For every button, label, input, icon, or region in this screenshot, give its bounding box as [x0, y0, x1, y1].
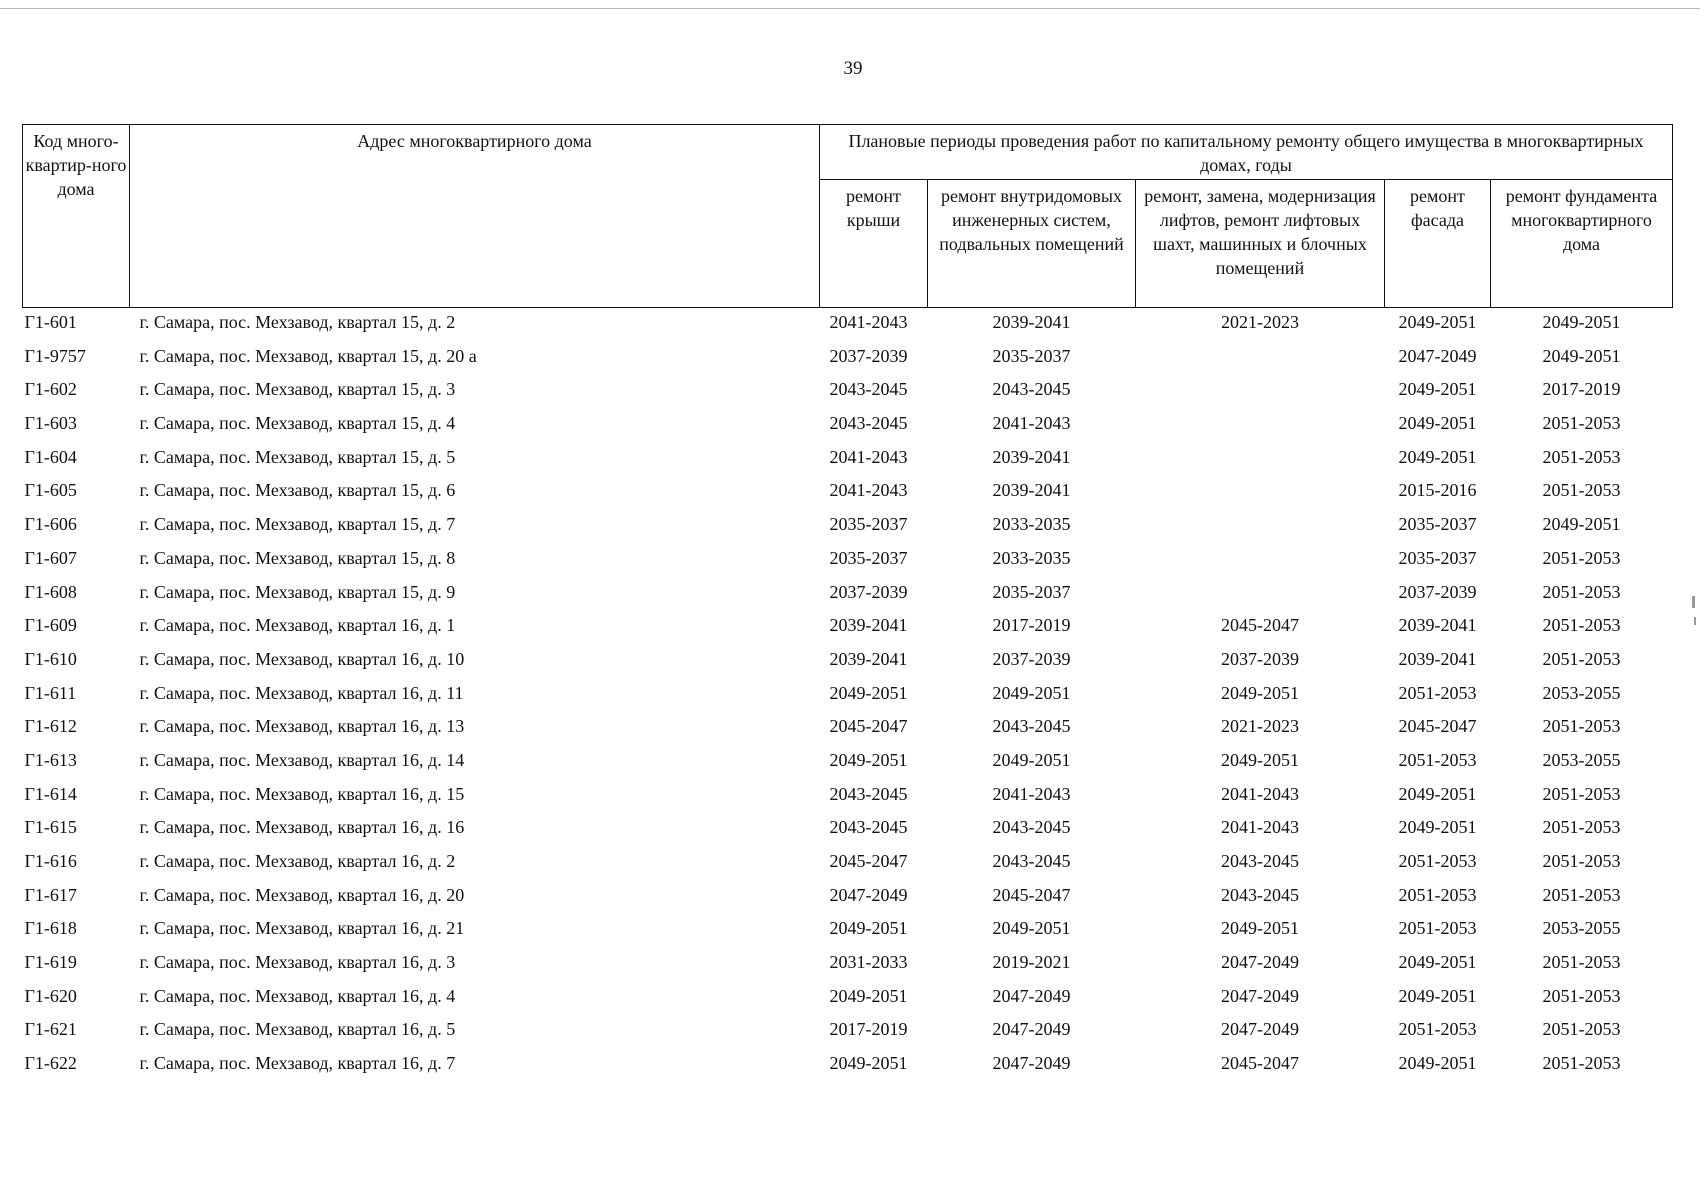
cell-engineering: 2039-2041 — [992, 446, 1071, 467]
table-row — [23, 683, 1673, 717]
table-row — [23, 548, 1673, 582]
table-row — [23, 413, 1673, 447]
cell-foundation: 2051-2053 — [1542, 1019, 1621, 1040]
cell-elevators — [1136, 548, 1385, 582]
cell-facade: 2049-2051 — [1398, 952, 1477, 973]
cell-address: г. Самара, пос. Мехзавод, квартал 16, д. 3 — [139, 952, 456, 973]
scan-artifact — [1694, 617, 1696, 625]
table-header — [23, 125, 1673, 308]
cell-code: Г1-611 — [24, 682, 77, 703]
cell-address: г. Самара, пос. Мехзавод, квартал 16, д. 20 — [139, 884, 465, 905]
cell-code: Г1-620 — [24, 985, 77, 1006]
cell-foundation: 2049-2051 — [1542, 514, 1621, 535]
table-row — [23, 918, 1673, 952]
cell-code: Г1-613 — [24, 749, 77, 770]
table-row — [23, 1053, 1673, 1087]
cell-roof: 2043-2045 — [829, 783, 908, 804]
cell-elevators: 2021-2023 — [1221, 312, 1299, 332]
cell-engineering: 2035-2037 — [992, 345, 1071, 366]
cell-engineering: 2039-2041 — [992, 312, 1071, 332]
cell-facade: 2049-2051 — [1398, 985, 1477, 1006]
cell-engineering: 2043-2045 — [992, 817, 1071, 838]
cell-address: г. Самара, пос. Мехзавод, квартал 16, д. 7 — [139, 1053, 456, 1074]
cell-elevators: 2043-2045 — [1221, 884, 1299, 905]
header-periods: Плановые периоды проведения работ по капитальному ремонту общего имущества в многоквартирных домах, годы — [820, 125, 1673, 180]
cell-foundation: 2051-2053 — [1542, 952, 1621, 973]
cell-elevators — [1136, 582, 1385, 616]
cell-code: Г1-606 — [24, 514, 77, 535]
cell-code: Г1-616 — [24, 851, 77, 871]
cell-facade: 2047-2049 — [1398, 345, 1477, 366]
cell-foundation: 2051-2053 — [1542, 480, 1621, 501]
cell-facade: 2051-2053 — [1398, 682, 1477, 703]
cell-engineering: 2049-2051 — [992, 749, 1071, 770]
cell-engineering: 2049-2051 — [992, 682, 1071, 703]
cell-code: Г1-603 — [24, 413, 77, 434]
cell-elevators: 2045-2047 — [1221, 615, 1299, 636]
cell-roof: 2043-2045 — [829, 379, 908, 400]
cell-engineering: 2033-2035 — [992, 514, 1071, 535]
cell-roof: 2049-2051 — [829, 682, 908, 703]
table-row — [23, 447, 1673, 481]
cell-facade: 2049-2051 — [1398, 817, 1477, 838]
cell-foundation: 2051-2053 — [1542, 413, 1621, 434]
cell-roof: 2039-2041 — [829, 648, 908, 669]
header-foundation: ремонт фундамента многоквартирного дома — [1491, 180, 1673, 308]
cell-code: Г1-604 — [24, 446, 77, 467]
cell-address: г. Самара, пос. Мехзавод, квартал 16, д. 21 — [139, 918, 465, 939]
cell-engineering: 2041-2043 — [992, 413, 1071, 434]
cell-code: Г1-617 — [24, 884, 77, 905]
cell-facade: 2051-2053 — [1398, 884, 1477, 905]
table-row — [23, 346, 1673, 380]
scan-artifact — [1692, 596, 1695, 608]
cell-roof: 2045-2047 — [829, 851, 908, 871]
cell-foundation: 2051-2053 — [1542, 1053, 1621, 1074]
repair-schedule-table — [22, 124, 1673, 1087]
cell-address: г. Самара, пос. Мехзавод, квартал 16, д. 13 — [139, 716, 465, 737]
cell-elevators: 2045-2047 — [1221, 1053, 1299, 1074]
cell-engineering: 2045-2047 — [992, 884, 1071, 905]
cell-foundation: 2053-2055 — [1542, 682, 1621, 703]
table-body — [23, 308, 1673, 1087]
cell-engineering: 2017-2019 — [992, 615, 1071, 636]
header-code: Код много-квартир-ного дома — [23, 125, 130, 308]
cell-elevators: 2037-2039 — [1221, 648, 1299, 669]
cell-facade: 2051-2053 — [1398, 749, 1477, 770]
cell-engineering: 2039-2041 — [992, 480, 1071, 501]
cell-code: Г1-621 — [24, 1019, 77, 1040]
cell-foundation: 2053-2055 — [1542, 918, 1621, 939]
cell-address: г. Самара, пос. Мехзавод, квартал 16, д. 11 — [139, 682, 464, 703]
cell-address: г. Самара, пос. Мехзавод, квартал 16, д. 4 — [139, 985, 456, 1006]
cell-engineering: 2047-2049 — [992, 1053, 1071, 1074]
cell-facade: 2049-2051 — [1398, 413, 1477, 434]
cell-foundation: 2051-2053 — [1542, 783, 1621, 804]
cell-code: Г1-619 — [24, 952, 77, 973]
table-row — [23, 817, 1673, 851]
cell-facade: 2051-2053 — [1398, 851, 1477, 871]
cell-engineering: 2035-2037 — [992, 581, 1071, 602]
cell-elevators — [1136, 413, 1385, 447]
cell-roof: 2049-2051 — [829, 918, 908, 939]
cell-engineering: 2047-2049 — [992, 985, 1071, 1006]
cell-address: г. Самара, пос. Мехзавод, квартал 16, д. 2 — [139, 851, 456, 871]
cell-code: Г1-615 — [24, 817, 77, 838]
cell-roof: 2041-2043 — [829, 480, 908, 501]
cell-elevators — [1136, 514, 1385, 548]
cell-roof: 2035-2037 — [829, 547, 908, 568]
cell-foundation: 2051-2053 — [1542, 851, 1621, 871]
cell-engineering: 2049-2051 — [992, 918, 1071, 939]
table-row — [23, 1019, 1673, 1053]
cell-facade: 2049-2051 — [1398, 783, 1477, 804]
cell-address: г. Самара, пос. Мехзавод, квартал 15, д. 7 — [139, 514, 456, 535]
cell-foundation: 2017-2019 — [1542, 379, 1621, 400]
table-row — [23, 750, 1673, 784]
cell-address: г. Самара, пос. Мехзавод, квартал 16, д. 14 — [139, 749, 465, 770]
cell-address: г. Самара, пос. Мехзавод, квартал 15, д. 2 — [139, 312, 456, 332]
cell-elevators — [1136, 480, 1385, 514]
cell-code: Г1-607 — [24, 547, 77, 568]
cell-code: Г1-618 — [24, 918, 77, 939]
cell-facade: 2049-2051 — [1398, 446, 1477, 467]
cell-address: г. Самара, пос. Мехзавод, квартал 16, д. 15 — [139, 783, 465, 804]
cell-roof: 2045-2047 — [829, 716, 908, 737]
cell-foundation: 2053-2055 — [1542, 749, 1621, 770]
cell-code: Г1-614 — [24, 783, 77, 804]
header-engineering: ремонт внутридомовых инженерных систем, подвальных помещений — [928, 180, 1136, 308]
cell-elevators — [1136, 447, 1385, 481]
cell-address: г. Самара, пос. Мехзавод, квартал 16, д. 1 — [139, 615, 456, 636]
table-row — [23, 716, 1673, 750]
cell-elevators: 2049-2051 — [1221, 749, 1299, 770]
cell-facade: 2049-2051 — [1398, 379, 1477, 400]
cell-foundation: 2051-2053 — [1542, 547, 1621, 568]
cell-elevators: 2047-2049 — [1221, 952, 1299, 973]
table-row — [23, 784, 1673, 818]
cell-elevators — [1136, 379, 1385, 413]
cell-roof: 2035-2037 — [829, 514, 908, 535]
cell-address: г. Самара, пос. Мехзавод, квартал 15, д. 9 — [139, 581, 456, 602]
table-row — [23, 986, 1673, 1020]
cell-engineering: 2019-2021 — [992, 952, 1071, 973]
cell-roof: 2041-2043 — [829, 446, 908, 467]
cell-engineering: 2043-2045 — [992, 716, 1071, 737]
cell-foundation: 2051-2053 — [1542, 817, 1621, 838]
cell-facade: 2049-2051 — [1398, 312, 1477, 332]
cell-address: г. Самара, пос. Мехзавод, квартал 15, д. 8 — [139, 547, 456, 568]
cell-code: Г1-605 — [24, 480, 77, 501]
table-row — [23, 480, 1673, 514]
cell-roof: 2043-2045 — [829, 413, 908, 434]
cell-foundation: 2051-2053 — [1542, 884, 1621, 905]
table-row — [23, 615, 1673, 649]
cell-address: г. Самара, пос. Мехзавод, квартал 15, д. 4 — [139, 413, 456, 434]
cell-roof: 2047-2049 — [829, 884, 908, 905]
cell-roof: 2043-2045 — [829, 817, 908, 838]
cell-elevators: 2021-2023 — [1221, 716, 1299, 737]
table-row — [23, 379, 1673, 413]
cell-facade: 2039-2041 — [1398, 615, 1477, 636]
table-row — [23, 952, 1673, 986]
cell-elevators: 2041-2043 — [1221, 783, 1299, 804]
table-row — [23, 582, 1673, 616]
cell-facade: 2049-2051 — [1398, 1053, 1477, 1074]
cell-elevators: 2041-2043 — [1221, 817, 1299, 838]
cell-facade: 2045-2047 — [1398, 716, 1477, 737]
cell-facade: 2051-2053 — [1398, 918, 1477, 939]
cell-elevators: 2043-2045 — [1221, 851, 1299, 871]
cell-facade: 2035-2037 — [1398, 547, 1477, 568]
cell-roof: 2049-2051 — [829, 749, 908, 770]
header-facade: ремонт фасада — [1385, 180, 1491, 308]
cell-code: Г1-601 — [24, 312, 77, 332]
cell-foundation: 2051-2053 — [1542, 615, 1621, 636]
cell-facade: 2035-2037 — [1398, 514, 1477, 535]
cell-elevators: 2049-2051 — [1221, 918, 1299, 939]
cell-code: Г1-622 — [24, 1053, 77, 1074]
cell-elevators: 2047-2049 — [1221, 985, 1299, 1006]
cell-foundation: 2049-2051 — [1542, 312, 1621, 332]
cell-address: г. Самара, пос. Мехзавод, квартал 15, д. 5 — [139, 446, 456, 467]
cell-engineering: 2043-2045 — [992, 379, 1071, 400]
header-elevators: ремонт, замена, модернизация лифтов, ремонт лифтовых шахт, машинных и блочных помещений — [1136, 180, 1385, 308]
table-row — [23, 885, 1673, 919]
cell-elevators — [1136, 346, 1385, 380]
cell-roof: 2039-2041 — [829, 615, 908, 636]
page-number: 39 — [843, 58, 863, 79]
cell-address: г. Самара, пос. Мехзавод, квартал 16, д. 16 — [139, 817, 465, 838]
cell-address: г. Самара, пос. Мехзавод, квартал 16, д. 10 — [139, 648, 465, 669]
cell-roof: 2037-2039 — [829, 345, 908, 366]
cell-roof: 2049-2051 — [829, 985, 908, 1006]
page-top-border — [0, 8, 1700, 9]
cell-code: Г1-602 — [24, 379, 77, 400]
table-row — [23, 649, 1673, 683]
cell-roof: 2031-2033 — [829, 952, 908, 973]
cell-engineering: 2041-2043 — [992, 783, 1071, 804]
cell-foundation: 2049-2051 — [1542, 345, 1621, 366]
cell-code: Г1-9757 — [24, 345, 86, 366]
cell-roof: 2041-2043 — [829, 312, 908, 332]
cell-address: г. Самара, пос. Мехзавод, квартал 15, д. 6 — [139, 480, 456, 501]
cell-foundation: 2051-2053 — [1542, 648, 1621, 669]
cell-elevators: 2047-2049 — [1221, 1019, 1299, 1040]
cell-foundation: 2051-2053 — [1542, 446, 1621, 467]
cell-address: г. Самара, пос. Мехзавод, квартал 15, д. 3 — [139, 379, 456, 400]
cell-code: Г1-612 — [24, 716, 77, 737]
cell-address: г. Самара, пос. Мехзавод, квартал 16, д. 5 — [139, 1019, 456, 1040]
cell-code: Г1-609 — [24, 615, 77, 636]
cell-engineering: 2043-2045 — [992, 851, 1071, 871]
cell-roof: 2049-2051 — [829, 1053, 908, 1074]
cell-foundation: 2051-2053 — [1542, 581, 1621, 602]
cell-facade: 2037-2039 — [1398, 581, 1477, 602]
cell-facade: 2015-2016 — [1398, 480, 1477, 501]
header-roof: ремонт крыши — [820, 180, 928, 308]
cell-code: Г1-610 — [24, 648, 77, 669]
cell-elevators: 2049-2051 — [1221, 682, 1299, 703]
cell-engineering: 2033-2035 — [992, 547, 1071, 568]
table-row — [23, 308, 1673, 346]
cell-roof: 2017-2019 — [829, 1019, 908, 1040]
header-address: Адрес многоквартирного дома — [130, 125, 820, 308]
cell-address: г. Самара, пос. Мехзавод, квартал 15, д. 20 а — [139, 345, 477, 366]
table-row — [23, 514, 1673, 548]
cell-facade: 2051-2053 — [1398, 1019, 1477, 1040]
cell-facade: 2039-2041 — [1398, 648, 1477, 669]
cell-engineering: 2037-2039 — [992, 648, 1071, 669]
table-row — [23, 851, 1673, 885]
cell-code: Г1-608 — [24, 581, 77, 602]
cell-foundation: 2051-2053 — [1542, 716, 1621, 737]
cell-foundation: 2051-2053 — [1542, 985, 1621, 1006]
cell-roof: 2037-2039 — [829, 581, 908, 602]
cell-engineering: 2047-2049 — [992, 1019, 1071, 1040]
